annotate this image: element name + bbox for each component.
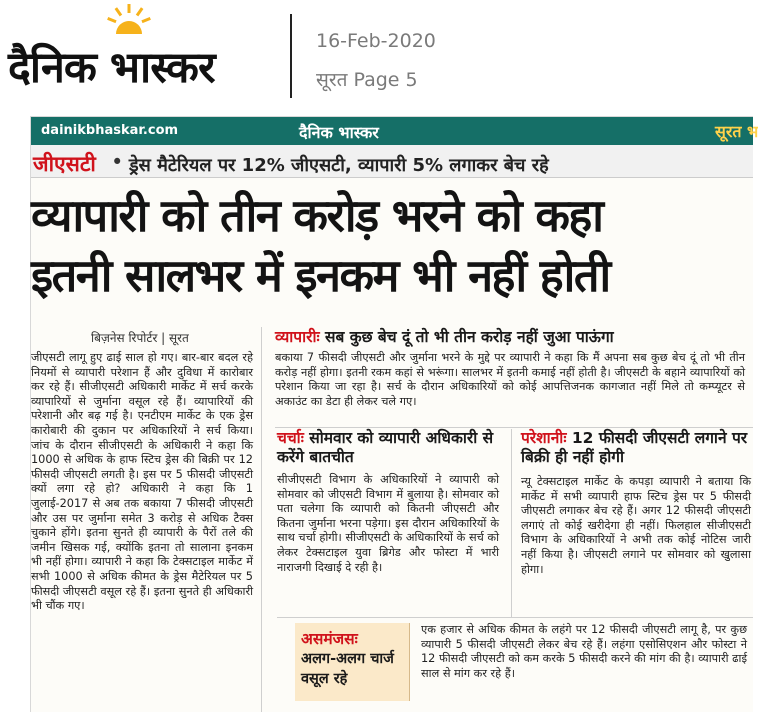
kicker-tag: जीएसटी <box>33 152 96 176</box>
column-rule <box>261 327 262 712</box>
section-4-text: एक हजार से अधिक कीमत के लहंगे पर 12 फीसदी जीएसटी लागू है, पर कुछ व्यापारी 5 फीसदी जीएसटी लेकर बेच रहे हैं। लहंगा एसोसिएशन और फोस्टा ने 12 फीसदी जीएसटी को कम करके 5 फीसदी करने की मांग की है। व्यापारी ढाई साल से मांग कर रहे हैं। <box>421 623 747 680</box>
section-4-tag: असमंजसः <box>301 630 358 648</box>
section-3-heading <box>521 429 751 467</box>
masthead-divider <box>290 14 292 98</box>
section-4-title: अलग-अलग चार्ज वसूल रहे <box>301 651 394 687</box>
masthead <box>0 0 752 112</box>
section-3-tag: परेशानीः <box>521 429 567 447</box>
section-1-heading <box>275 325 614 347</box>
strip-logo: दैनिक भास्कर <box>299 123 379 142</box>
kicker-bullet-icon: • <box>111 150 124 174</box>
section-3-title: 12 फीसदी जीएसटी लगाने पर बिक्री ही नहीं होगी <box>521 429 748 466</box>
section-1-text: बकाया 7 फीसदी जीएसटी और जुर्माना भरने के मुद्दे पर व्यापारी ने कहा कि मैं अपना सब कुछ बेच दूं तो भी तीन करोड़ नहीं होगा। इतनी रकम कहां से भरूंगा। सालभर में इतनी कमाई नहीं होती है। जीएसटी के बहाने व्यापारियों को परेशान किया जा रहा है। सर्च के दौरान अधिकारियों को कोई आपत्तिजनक कागजात नहीं मिले तो कम्प्यूटर से अकाउंट का डेटा ही लेकर चले गए। <box>275 351 745 408</box>
headline-line-2: इतनी सालभर में इनकम भी नहीं होती <box>31 249 610 302</box>
sun-logo-icon <box>106 4 152 34</box>
edition-page: सूरत Page 5 <box>316 69 418 91</box>
byline: बिज़नेस रिपोर्टर | सूरत <box>91 331 189 345</box>
news-clipping <box>30 116 758 712</box>
headline-line-1: व्यापारी को तीन करोड़ भरने को कहा <box>31 189 603 242</box>
strip-site-url: dainikbhaskar.com <box>41 123 179 138</box>
section-2-tag: चर्चाः <box>277 429 304 447</box>
page-strip <box>31 117 758 145</box>
kicker-text: ड्रेस मैटेरियल पर 12% जीएसटी, व्यापारी 5% लगाकर बेच रहे <box>129 155 549 176</box>
column-rule <box>511 429 512 617</box>
article-body: जीएसटी लागू हुए ढाई साल हो गए। बार-बार बदल रहे नियमों से व्यापारी परेशान हैं और दुविधा में कारोबार कर रहे हैं। सीजीएसटी अधिकारी मार्केट में सर्च करके व्यापारियों से जुर्माना वसूल रहे हैं। व्यापारियों की परेशानी और बढ़ गई है। एनटीएम मार्केट के एक ड्रेस कारोबारी की दुकान पर अधिकारियों ने सर्च किया। जांच के दौरान सीजीएसटी के अधिकारी ने कहा कि 1000 से अधिक के हाफ स्टिच ड्रेस की बिक्री पर 12 फीसदी जीएसटी लगती है। इस पर 5 फीसदी जीएसटी क्यों लगा रहे हो? अधिकारी ने कहा कि 1 जुलाई-2017 से अब तक बकाया 7 फीसदी जीएसटी और उस पर जुर्माना समेत 3 करोड़ से अधिक टैक्स चुकाने होंगे। इतना सुनते ही व्यापारी के पैरों तले की जमीन खिसक गई, क्योंकि इतना तो सालाना इनकम भी नहीं होगा। व्यापारी ने कहा कि टेक्सटाइल मार्केट में सभी 1000 से अधिक कीमत के ड्रेस मैटेरियल पर 5 फीसदी जीएसटी वसूल रहे हैं। इतना सुनते ही अधिकारी भी चौंक गए। <box>31 351 253 613</box>
edition-date: 16-Feb-2020 <box>316 30 436 52</box>
section-2-text: सीजीएसटी विभाग के अधिकारियों ने व्यापारी को सोमवार को जीएसटी विभाग में बुलाया है। सोमवार को पता चलेगा कि व्यापारी को कितनी जीएसटी और कितना जुर्माना भरना पड़ेगा। इस दौरान अधिकारियों के साथ चर्चा होगी। सीजीएसटी के अधिकारियों के सर्च को लेकर टेक्सटाइल युवा ब्रिगेड और फोस्टा में भारी नाराजगी दिखाई दे रही है। <box>277 473 499 574</box>
section-3-text: न्यू टेक्सटाइल मार्केट के कपड़ा व्यापारी ने बताया कि मार्केट में सभी व्यापारी हाफ स्टिच ड्रेस पर 5 फीसदी जीएसटी लगाकर बेच रहे हैं। अगर 12 फीसदी जीएसटी लगाएं तो कोई खरीदेगा ही नहीं। फिलहाल सीजीएसटी विभाग के अधिकारियों ने अभी तक कोई नोटिस जारी नहीं किया है। जीएसटी लगाने पर सोमवार को खुलासा होगा। <box>521 475 751 576</box>
section-1-tag: व्यापारीः <box>275 328 320 346</box>
strip-edition: सूरत भ <box>715 122 758 141</box>
section-2-heading <box>277 429 499 467</box>
section-2-title: सोमवार को व्यापारी अधिकारी से करेंगे बातचीत <box>277 429 494 466</box>
section-1-title: सब कुछ बेच दूं तो भी तीन करोड़ नहीं जुआ पाऊंगा <box>325 328 614 346</box>
section-rule <box>275 427 753 428</box>
newspaper-logo: दैनिक भास्कर <box>8 43 215 93</box>
